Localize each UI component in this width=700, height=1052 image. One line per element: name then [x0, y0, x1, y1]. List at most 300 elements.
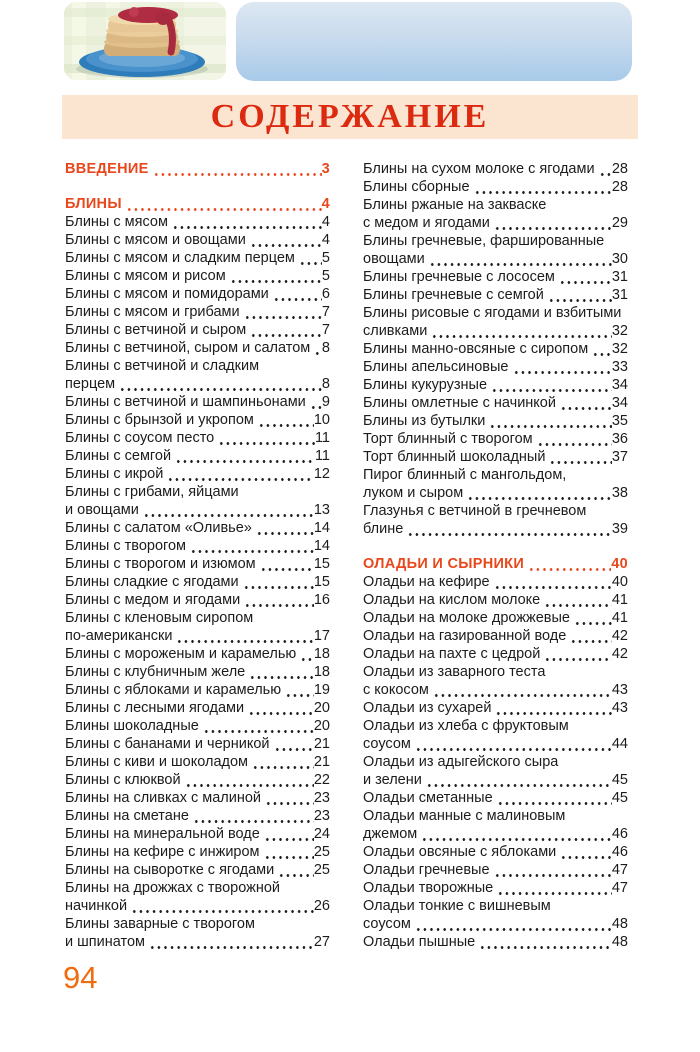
- toc-entry-label: с кокосом: [363, 682, 429, 698]
- toc-entry-page-number: 10: [313, 412, 330, 428]
- toc-entry-page-number: 28: [611, 161, 628, 177]
- toc-entry-label: и зелени: [363, 772, 422, 788]
- toc-entry: [65, 663, 330, 681]
- toc-entry-label: Блины с кленовым сиропом: [65, 610, 254, 626]
- toc-entry: [363, 466, 628, 484]
- toc-entry: [65, 465, 330, 483]
- toc-entry: [65, 249, 330, 267]
- toc-entry: [65, 501, 330, 519]
- dot-leader: [249, 321, 322, 339]
- dot-leader: [263, 825, 314, 843]
- toc-entry: [363, 340, 628, 358]
- toc-entry-page-number: 38: [611, 485, 628, 501]
- dot-leader: [591, 340, 612, 358]
- dot-leader: [174, 447, 315, 465]
- toc-entry: [363, 843, 628, 861]
- toc-entry-label: Блины с мороженым и карамелью: [65, 646, 297, 662]
- toc-entry-page-number: 43: [611, 700, 628, 716]
- dot-leader: [247, 699, 314, 717]
- toc-entry-label: Блины с творогом и изюмом: [65, 556, 256, 572]
- pancakes-photo-illustration: [64, 2, 226, 80]
- toc-entry-label: Оладьи манные с малиновым: [363, 808, 566, 824]
- toc-entry: [65, 375, 330, 393]
- toc-entry-label: Оладьи на пахте с цедрой: [363, 646, 541, 662]
- toc-entry: [65, 753, 330, 771]
- toc-entry: [65, 267, 330, 285]
- toc-entry: [363, 915, 628, 933]
- toc-entry: [363, 897, 628, 915]
- toc-entry: [363, 160, 628, 178]
- toc-entry: [363, 771, 628, 789]
- toc-entry: [363, 286, 628, 304]
- toc-entry-label: перцем: [65, 376, 116, 392]
- dot-leader: [558, 268, 612, 286]
- dot-leader: [118, 375, 322, 393]
- toc-entry-label: ВВЕДЕНИЕ: [65, 161, 149, 177]
- dot-leader: [142, 501, 314, 519]
- toc-entry-page-number: 24: [313, 826, 330, 842]
- toc-entry-label: блине: [363, 521, 404, 537]
- toc-entry-label: Блины сладкие с ягодами: [65, 574, 239, 590]
- toc-entry-page-number: 37: [611, 449, 628, 465]
- dot-leader: [543, 645, 612, 663]
- dot-leader: [548, 448, 611, 466]
- dot-leader: [473, 178, 612, 196]
- toc-entry-page-number: 40: [611, 556, 628, 572]
- page-title: СОДЕРЖАНИЕ: [210, 98, 490, 135]
- dot-leader: [414, 915, 612, 933]
- toc-entry-label: с медом и ягодами: [363, 215, 490, 231]
- toc-entry-page-number: 5: [321, 250, 330, 266]
- toc-entry-label: Блины с бананами и черникой: [65, 736, 270, 752]
- toc-entry-label: Блины с мясом и овощами: [65, 232, 246, 248]
- toc-entry: [363, 645, 628, 663]
- dot-leader: [192, 807, 314, 825]
- dot-leader: [493, 573, 612, 591]
- toc-entry: [65, 897, 330, 915]
- toc-entry: [363, 250, 628, 268]
- toc-entry-page-number: 45: [611, 790, 628, 806]
- toc-entry: [65, 627, 330, 645]
- toc-entry-page-number: 7: [321, 304, 330, 320]
- toc-entry-page-number: 40: [611, 574, 628, 590]
- toc-entry: [65, 321, 330, 339]
- toc-entry-page-number: 11: [314, 448, 330, 464]
- dot-leader: [512, 358, 612, 376]
- toc-entry-label: Блины ржаные на закваске: [363, 197, 547, 213]
- dot-leader: [527, 555, 611, 573]
- toc-entry: [363, 412, 628, 430]
- toc-entry-page-number: 23: [313, 808, 330, 824]
- toc-entry-label: Оладьи тонкие с вишневым: [363, 898, 551, 914]
- toc-entry-label: Блины с мясом и грибами: [65, 304, 240, 320]
- toc-column-left: [65, 160, 330, 951]
- toc-entry-page-number: 3: [321, 161, 330, 177]
- toc-entry: [65, 213, 330, 231]
- toc-entry-page-number: 18: [313, 664, 330, 680]
- toc-entry-label: Блины на дрожжах с творожной: [65, 880, 281, 896]
- toc-entry-page-number: 5: [321, 268, 330, 284]
- toc-entry-label: Блины с брынзой и укропом: [65, 412, 254, 428]
- toc-entry: [65, 825, 330, 843]
- toc-entry-page-number: 4: [321, 196, 330, 212]
- toc-entry-page-number: 29: [611, 215, 628, 231]
- toc-entry-page-number: 36: [611, 431, 628, 447]
- dot-leader: [175, 627, 313, 645]
- toc-entry-label: по-американски: [65, 628, 173, 644]
- toc-entry-page-number: 46: [611, 844, 628, 860]
- toc-entry: [65, 483, 330, 501]
- toc-entry: [65, 789, 330, 807]
- dot-leader: [166, 465, 314, 483]
- toc-entry-label: соусом: [363, 916, 411, 932]
- toc-entry: [65, 303, 330, 321]
- toc-entry-label: Блины с мясом: [65, 214, 168, 230]
- dot-leader: [264, 789, 314, 807]
- toc-entry-label: Оладьи сметанные: [363, 790, 493, 806]
- toc-entry: [363, 484, 628, 502]
- toc-entry-label: Блины с грибами, яйцами: [65, 484, 239, 500]
- dot-leader: [490, 376, 612, 394]
- dot-leader: [243, 591, 314, 609]
- toc-entry-label: Блины с лесными ягодами: [65, 700, 245, 716]
- toc-entry: [65, 591, 330, 609]
- toc-entry-label: Блины апельсиновые: [363, 359, 509, 375]
- toc-entry-label: Оладьи из адыгейского сыра: [363, 754, 559, 770]
- toc-entry-label: Блины с творогом: [65, 538, 187, 554]
- dot-leader: [478, 933, 612, 951]
- toc-entry-page-number: 8: [321, 376, 330, 392]
- dot-leader: [125, 195, 322, 213]
- toc-entry-label: Блины манно-овсяные с сиропом: [363, 341, 589, 357]
- toc-entry: [363, 663, 628, 681]
- toc-column-right: [363, 160, 628, 951]
- toc-entry-label: Блины на сухом молоке с ягодами: [363, 161, 595, 177]
- toc-entry-label: Оладьи творожные: [363, 880, 494, 896]
- dot-leader: [466, 484, 612, 502]
- dot-leader: [430, 322, 612, 340]
- toc-entry-page-number: 17: [313, 628, 330, 644]
- toc-entry: [363, 627, 628, 645]
- toc-entry-label: Блины с мясом и рисом: [65, 268, 226, 284]
- header-blue-panel: [236, 2, 632, 81]
- toc-entry-label: Блины гречневые, фаршированные: [363, 233, 605, 249]
- dot-leader: [569, 627, 612, 645]
- dot-leader: [536, 430, 612, 448]
- toc-entry: [65, 537, 330, 555]
- toc-entry-label: Оладьи из заварного теста: [363, 664, 546, 680]
- toc-entry: [65, 681, 330, 699]
- toc-entry-label: Блины на сливках с малиной: [65, 790, 262, 806]
- toc-entry-label: сливками: [363, 323, 428, 339]
- dot-leader: [284, 681, 314, 699]
- toc-entry-label: Блины омлетные с начинкой: [363, 395, 556, 411]
- toc-entry: [65, 519, 330, 537]
- toc-entry-page-number: 26: [313, 898, 330, 914]
- toc-entry-label: Блины с мясом и помидорами: [65, 286, 269, 302]
- dot-leader: [242, 573, 314, 591]
- toc-entry-page-number: 45: [611, 772, 628, 788]
- toc-entry-label: Оладьи пышные: [363, 934, 476, 950]
- toc-entry: [65, 411, 330, 429]
- dot-leader: [573, 609, 612, 627]
- toc-entry-page-number: 25: [313, 862, 330, 878]
- toc-entry-label: Блины заварные с творогом: [65, 916, 255, 932]
- toc-entry-page-number: 9: [321, 394, 330, 410]
- dot-leader: [257, 411, 314, 429]
- dot-leader: [171, 213, 322, 231]
- toc-entry: [363, 717, 628, 735]
- toc-entry-label: овощами: [363, 251, 425, 267]
- dot-leader: [251, 753, 314, 771]
- toc-entry-page-number: 20: [313, 718, 330, 734]
- dot-leader: [148, 933, 314, 951]
- toc-entry-page-number: 44: [611, 736, 628, 752]
- dot-leader: [547, 286, 612, 304]
- toc-entry: [363, 807, 628, 825]
- toc-entry-label: Блины на сыворотке с ягодами: [65, 862, 275, 878]
- toc-entry-label: Оладьи на кислом молоке: [363, 592, 541, 608]
- toc-entry: [363, 591, 628, 609]
- dot-leader: [406, 520, 612, 538]
- toc-entry-label: Блины с ветчиной и сыром: [65, 322, 247, 338]
- toc-entry-page-number: 11: [314, 430, 330, 446]
- toc-entry-page-number: 6: [321, 286, 330, 302]
- dot-leader: [243, 303, 322, 321]
- toc-entry: [65, 771, 330, 789]
- toc-entry-label: Блины с киви и шоколадом: [65, 754, 249, 770]
- toc-entry: [363, 520, 628, 538]
- dot-leader: [259, 555, 314, 573]
- toc-entry: [363, 609, 628, 627]
- toc-section-header: [363, 555, 628, 573]
- table-of-contents: [65, 160, 628, 951]
- toc-entry: [363, 861, 628, 879]
- toc-entry-label: Оладьи овсяные с яблоками: [363, 844, 557, 860]
- toc-entry: [65, 357, 330, 375]
- toc-entry-page-number: 12: [313, 466, 330, 482]
- toc-entry: [363, 322, 628, 340]
- toc-entry: [65, 933, 330, 951]
- toc-entry-label: Блины с клубничным желе: [65, 664, 246, 680]
- toc-entry: [65, 861, 330, 879]
- dot-leader: [496, 789, 612, 807]
- toc-entry-page-number: 48: [611, 916, 628, 932]
- toc-entry: [363, 448, 628, 466]
- toc-entry: [363, 735, 628, 753]
- dot-leader: [414, 735, 612, 753]
- toc-entry: [363, 573, 628, 591]
- toc-entry-page-number: 22: [313, 772, 330, 788]
- dot-leader: [248, 663, 314, 681]
- folio-page-number: 94: [63, 960, 98, 995]
- toc-entry-page-number: 39: [611, 521, 628, 537]
- toc-entry-label: Блины сборные: [363, 179, 470, 195]
- dot-leader: [494, 699, 611, 717]
- dot-leader: [598, 160, 612, 178]
- toc-entry-label: начинкой: [65, 898, 128, 914]
- toc-entry-page-number: 48: [611, 934, 628, 950]
- toc-entry-label: Глазунья с ветчиной в гречневом: [363, 503, 587, 519]
- toc-entry: [65, 339, 330, 357]
- toc-entry-page-number: 4: [321, 232, 330, 248]
- toc-entry-page-number: 31: [611, 287, 628, 303]
- toc-entry-label: Блины с ветчиной, сыром и салатом: [65, 340, 311, 356]
- toc-entry: [65, 735, 330, 753]
- toc-entry-page-number: 25: [313, 844, 330, 860]
- toc-entry: [363, 753, 628, 771]
- toc-entry: [65, 573, 330, 591]
- toc-entry-page-number: 16: [313, 592, 330, 608]
- toc-entry-label: Блины рисовые с ягодами и взбитыми: [363, 305, 622, 321]
- toc-entry: [363, 232, 628, 250]
- toc-entry-page-number: 47: [611, 880, 628, 896]
- toc-entry-page-number: 32: [611, 323, 628, 339]
- dot-leader: [263, 843, 314, 861]
- toc-entry-label: Блины на минеральной воде: [65, 826, 260, 842]
- toc-entry-label: Оладьи на газированной воде: [363, 628, 567, 644]
- toc-entry: [65, 645, 330, 663]
- toc-section-header: [65, 160, 330, 178]
- toc-entry-page-number: 20: [313, 700, 330, 716]
- toc-entry-label: Оладьи из хлеба с фруктовым: [363, 718, 569, 734]
- toc-entry-page-number: 34: [611, 395, 628, 411]
- dot-leader: [493, 214, 612, 232]
- dot-leader: [152, 160, 322, 178]
- dot-leader: [313, 339, 322, 357]
- dot-leader: [255, 519, 314, 537]
- dot-leader: [217, 429, 315, 447]
- toc-entry-label: Блины с семгой: [65, 448, 172, 464]
- dot-leader: [202, 717, 314, 735]
- toc-entry-page-number: 30: [611, 251, 628, 267]
- toc-entry-label: Блины с икрой: [65, 466, 164, 482]
- toc-entry-label: Блины с соусом песто: [65, 430, 215, 446]
- toc-entry-label: Блины с салатом «Оливье»: [65, 520, 252, 536]
- toc-entry-label: джемом: [363, 826, 418, 842]
- toc-entry-page-number: 35: [611, 413, 628, 429]
- dot-leader: [298, 249, 322, 267]
- dot-leader: [229, 267, 322, 285]
- toc-entry-label: соусом: [363, 736, 411, 752]
- toc-entry-label: Блины гречневые с семгой: [363, 287, 544, 303]
- toc-entry-label: и шпинатом: [65, 934, 145, 950]
- toc-entry-page-number: 42: [611, 628, 628, 644]
- toc-entry-page-number: 41: [611, 592, 628, 608]
- toc-entry-page-number: 42: [611, 646, 628, 662]
- dot-leader: [432, 681, 612, 699]
- toc-entry-page-number: 34: [611, 377, 628, 393]
- dot-leader: [420, 825, 612, 843]
- toc-entry-page-number: 31: [611, 269, 628, 285]
- toc-entry: [363, 178, 628, 196]
- toc-entry-page-number: 32: [611, 341, 628, 357]
- toc-entry: [65, 915, 330, 933]
- toc-entry-label: Блины с яблоками и карамелью: [65, 682, 282, 698]
- toc-entry: [65, 447, 330, 465]
- toc-entry: [363, 394, 628, 412]
- toc-entry: [363, 214, 628, 232]
- toc-entry: [363, 699, 628, 717]
- toc-entry: [363, 502, 628, 520]
- toc-entry: [65, 429, 330, 447]
- toc-entry: [65, 393, 330, 411]
- toc-entry-label: Блины из бутылки: [363, 413, 486, 429]
- toc-entry-label: Оладьи на кефире: [363, 574, 490, 590]
- toc-entry-page-number: 33: [611, 359, 628, 375]
- toc-entry: [65, 231, 330, 249]
- toc-entry-page-number: 43: [611, 682, 628, 698]
- toc-entry: [65, 879, 330, 897]
- toc-entry-page-number: 47: [611, 862, 628, 878]
- toc-entry-page-number: 19: [313, 682, 330, 698]
- toc-entry: [65, 609, 330, 627]
- toc-entry-page-number: 14: [313, 538, 330, 554]
- dot-leader: [299, 645, 314, 663]
- toc-entry-label: Блины гречневые с лососем: [363, 269, 555, 285]
- dot-leader: [559, 394, 612, 412]
- toc-entry-label: Блины с медом и ягодами: [65, 592, 241, 608]
- toc-entry-label: Блины кукурузные: [363, 377, 488, 393]
- toc-entry-page-number: 27: [313, 934, 330, 950]
- toc-entry: [363, 789, 628, 807]
- dot-leader: [249, 231, 322, 249]
- dot-leader: [425, 771, 612, 789]
- toc-entry: [65, 717, 330, 735]
- toc-entry: [363, 304, 628, 322]
- toc-entry-label: Оладьи на молоке дрожжевые: [363, 610, 570, 626]
- toc-entry-label: Блины шоколадные: [65, 718, 199, 734]
- toc-entry: [363, 268, 628, 286]
- toc-entry: [363, 825, 628, 843]
- dot-leader: [309, 393, 322, 411]
- toc-entry-page-number: 8: [321, 340, 330, 356]
- toc-entry-page-number: 21: [313, 754, 330, 770]
- toc-entry: [65, 699, 330, 717]
- toc-entry-label: Пирог блинный с мангольдом,: [363, 467, 567, 483]
- toc-entry: [65, 843, 330, 861]
- title-banner: [62, 95, 638, 139]
- toc-entry-page-number: 41: [611, 610, 628, 626]
- toc-entry-page-number: 15: [313, 556, 330, 572]
- dot-leader: [184, 771, 314, 789]
- dot-leader: [543, 591, 612, 609]
- toc-entry-label: Блины с ветчиной и шампиньонами: [65, 394, 306, 410]
- toc-entry-label: Оладьи гречневые: [363, 862, 490, 878]
- toc-entry: [363, 376, 628, 394]
- toc-entry-label: Оладьи из сухарей: [363, 700, 492, 716]
- dot-leader: [272, 285, 322, 303]
- toc-entry-label: БЛИНЫ: [65, 196, 122, 212]
- dot-leader: [277, 861, 314, 879]
- dot-leader: [488, 412, 612, 430]
- toc-entry-label: и овощами: [65, 502, 139, 518]
- toc-entry-page-number: 4: [321, 214, 330, 230]
- dot-leader: [130, 897, 314, 915]
- toc-entry: [363, 196, 628, 214]
- dot-leader: [493, 861, 612, 879]
- pancakes-photo: [64, 2, 226, 80]
- toc-entry-label: Торт блинный шоколадный: [363, 449, 546, 465]
- dot-leader: [428, 250, 612, 268]
- toc-entry-page-number: 46: [611, 826, 628, 842]
- dot-leader: [559, 843, 612, 861]
- dot-leader: [189, 537, 314, 555]
- toc-entry-page-number: 14: [313, 520, 330, 536]
- toc-entry-label: Торт блинный с творогом: [363, 431, 533, 447]
- toc-entry-label: ОЛАДЬИ И СЫРНИКИ: [363, 556, 525, 572]
- toc-entry: [363, 933, 628, 951]
